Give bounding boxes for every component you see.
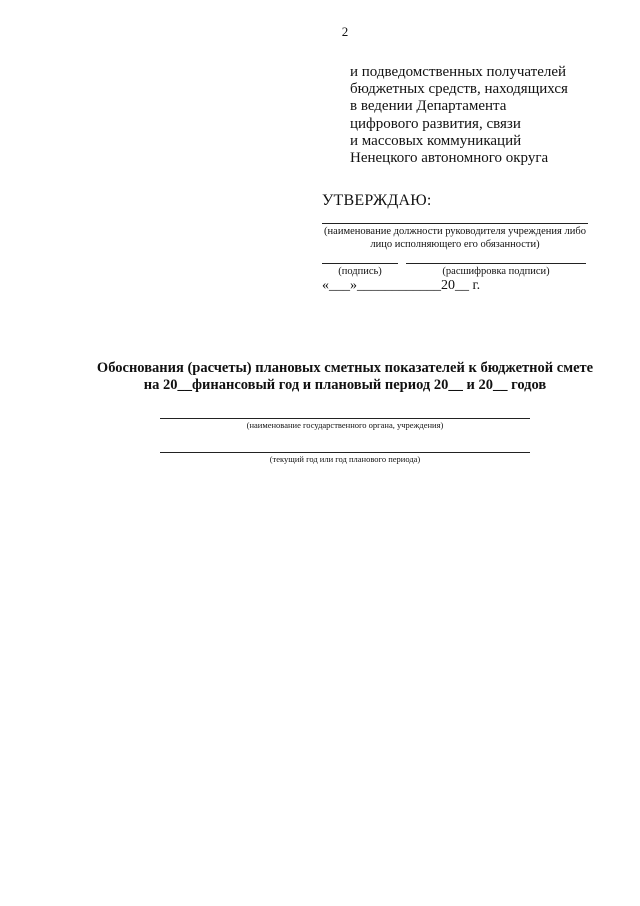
signature-line (322, 263, 398, 264)
header-line: и подведомственных получателей (350, 64, 567, 80)
approval-title: УТВЕРЖДАЮ: (322, 192, 432, 209)
organ-caption: (наименование государственного органа, учреждения) (246, 420, 444, 430)
position-caption-line1: (наименование должности руководителя учреждения либо (324, 226, 586, 237)
document-title-line1: Обоснования (расчеты) плановых сметных показателей к бюджетной смете (96, 360, 594, 376)
header-addressee-block (350, 64, 610, 167)
period-caption: (текущий год или год планового периода) (269, 454, 421, 464)
header-line: Ненецкого автономного округа (350, 150, 549, 167)
document-title (0, 360, 640, 394)
period-line (160, 452, 530, 453)
signature-caption: (подпись) (338, 266, 382, 277)
position-caption-line2: лицо исполняющего его обязанности) (370, 239, 540, 250)
position-signature-line (322, 223, 588, 224)
organ-name-line (160, 418, 530, 419)
header-line: цифрового развития, связи (350, 115, 521, 132)
position-caption (322, 225, 588, 251)
signature-decoding-caption: (расшифровка подписи) (442, 266, 550, 277)
page-number: 2 (341, 24, 349, 39)
signature-decoding-line (406, 263, 586, 264)
document-title-line2: на 20__финансовый год и плановый период 20__ и 20__ годов (143, 377, 547, 393)
header-line: в ведении Департамента (350, 98, 507, 115)
header-line: и массовых коммуникаций (350, 132, 522, 149)
approval-date-line: «___»____________20__ г. (322, 278, 481, 293)
header-line: бюджетных средств, находящихся (350, 81, 568, 98)
